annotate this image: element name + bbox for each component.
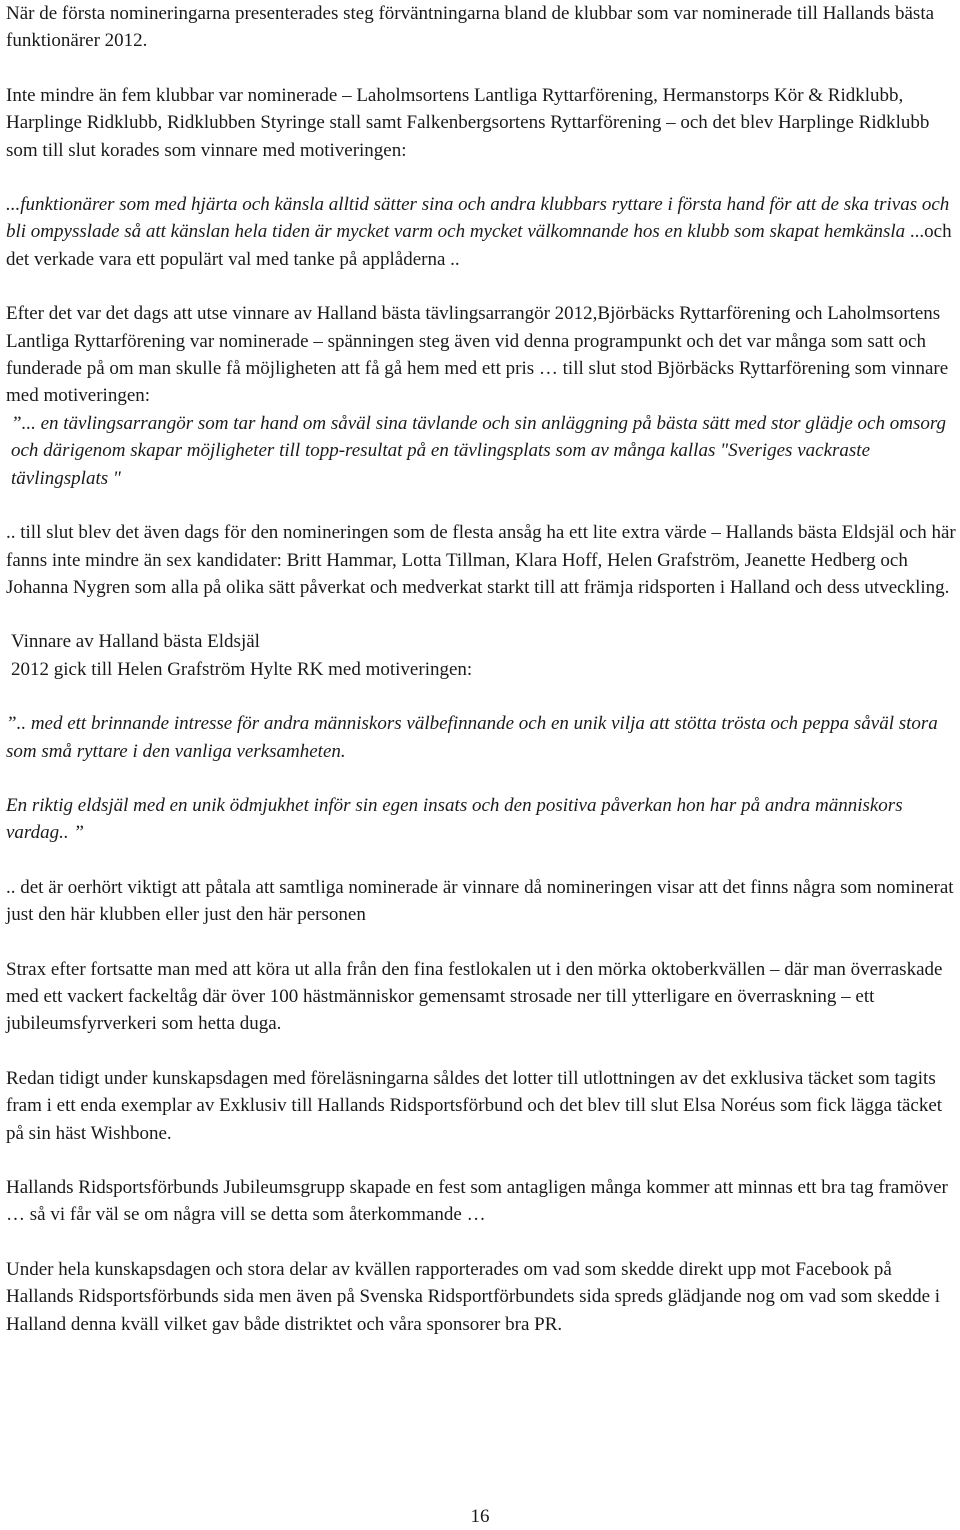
- paragraph-funktionarer-nominees: Inte mindre än fem klubbar var nominerade – Laholmsortens Lantliga Ryttarförening, Hermanstorps Kör & Ridklubb, Harplinge Ridklubb, Ridklubben Styringe stall samt Falkenbergsortens Ryttarförening – och det blev Harplinge Ridklubb som till slut korades som vinnare med motiveringen:: [6, 84, 930, 161]
- paragraph-eldsjal-nominees: .. till slut blev det även dags för den nomineringen som de flesta ansåg ha ett lite extra värde – Hallands bästa Eldsjäl och här fanns inte mindre än sex kandidater: Britt Hammar, Lotta Tillman, Klara Hoff, Helen Grafström, Jeanette Hedberg och Johanna Nygren som alla på olika sätt påverkat och medverkat starkt till att främja ridsporten i Halland och dess utveckling.: [6, 522, 956, 598]
- eldsjal-motivation-quote-end: En riktig eldsjäl med en unik ödmjukhet inför sin egen insats och den positiva påverkan hon har på andra människors vardag.. ”: [6, 794, 903, 844]
- paragraph-gap: [6, 164, 956, 191]
- paragraph-gap: [6, 492, 956, 519]
- paragraph-lotteri: Redan tidigt under kunskapsdagen med föreläsningarna såldes det lotter till utlottningen av det exklusiva täcket som tagits fram i ett enda exemplar av Exklusiv till Hallands Ridsportsförbund och det blev till slut Elsa Noréus som fick lägga täcket på sin häst Wishbone.: [6, 1067, 943, 1144]
- tavlingsarrangor-motivation-quote: ”... en tävlingsarrangör som tar hand om såväl sina tävlande och sin anläggning på bästa sätt med stor glädje och omsorg och därigenom skapar möjligheter till topp-resultat på en tävlingsplats som av många kallas "Sveriges vackraste tävlingsplats ": [11, 412, 947, 489]
- paragraph-gap: [6, 1229, 956, 1256]
- paragraph-gap: [6, 765, 956, 792]
- motivation-comment: ...och det verkade vara ett populärt val med tanke på applåderna ..: [6, 221, 952, 270]
- paragraph-intro: När de första nomineringarna presenterades steg förväntningarna bland de klubbar som var nominerade till Hallands bästa funktionärer 2012.: [6, 3, 935, 52]
- document-page: [6, 0, 956, 1338]
- paragraph-gap: [6, 273, 956, 300]
- paragraph-gap: [6, 601, 956, 628]
- paragraph-gap: [6, 1038, 956, 1065]
- paragraph-funktionarer-motivation: [6, 191, 956, 273]
- eldsjal-motivation-quote: ”.. med ett brinnande intresse för andra människors välbefinnande och en unik vilja att stötta trösta och peppa såväl stora som små ryttare i den vanliga verksamheten.: [6, 713, 938, 762]
- eldsjal-winner-heading: Vinnare av Halland bästa Eldsjäl: [11, 631, 260, 653]
- paragraph-all-winners: .. det är oerhört viktigt att påtala att samtliga nominerade är vinnare då nomineringen visar att det finns några som nominerat just den här klubben eller just den här personen: [6, 876, 954, 926]
- page-number: 16: [470, 1506, 490, 1527]
- paragraph-facebook: Under hela kunskapsdagen och stora delar av kvällen rapporterades om vad som skedde direkt upp mot Facebook på Hallands Ridsportsförbunds sida men även på Svenska Ridsportförbundets sida spreds glädjande nog om vad som skedde i Halland denna kväll vilket gav både distriktet och våra sponsorer bra PR.: [6, 1258, 941, 1335]
- paragraph-tavlingsarrangor: Efter det var det dags att utse vinnare av Halland bästa tävlingsarrangör 2012,Björbäcks Ryttarförening och Laholmsortens Lantliga Ryttarförening var nominerade – spänningen steg även vid denna programpunkt och det var många som satt och funderade på om man skulle få möjligheten att få gå hem med ett pris … till slut stod Björbäcks Ryttarförening som vinnare med motiveringen:: [6, 303, 949, 407]
- motivation-quote: ...funktionärer som med hjärta och känsla alltid sätter sina och andra klubbars ryttare i första hand för att de ska trivas och bli ompysslade så att känslan hela tiden är mycket varm och mycket välkomnande hos en klubb som skapat hemkänsla: [6, 194, 950, 243]
- paragraph-gap: [6, 683, 956, 710]
- paragraph-jubileumsgrupp: Hallands Ridsportsförbunds Jubileumsgrupp skapade en fest som antagligen många kommer att minnas ett bra tag framöver … så vi får väl se om några vill se detta som återkommande …: [6, 1177, 948, 1226]
- paragraph-fackeltag: Strax efter fortsatte man med att köra ut alla från den fina festlokalen ut i den mörka oktoberkvällen – där man överraskade med ett vackert fackeltåg där över 100 hästmänniskor gemensamt strosade ner till ytterligare en överraskning – ett jubileumsfyrverkeri som hetta duga.: [6, 958, 943, 1035]
- paragraph-gap: [6, 1147, 956, 1174]
- eldsjal-winner-line: 2012 gick till Helen Grafström Hylte RK med motiveringen:: [11, 658, 473, 680]
- paragraph-gap: [6, 847, 956, 874]
- paragraph-gap: [6, 55, 956, 82]
- paragraph-gap: [6, 929, 956, 956]
